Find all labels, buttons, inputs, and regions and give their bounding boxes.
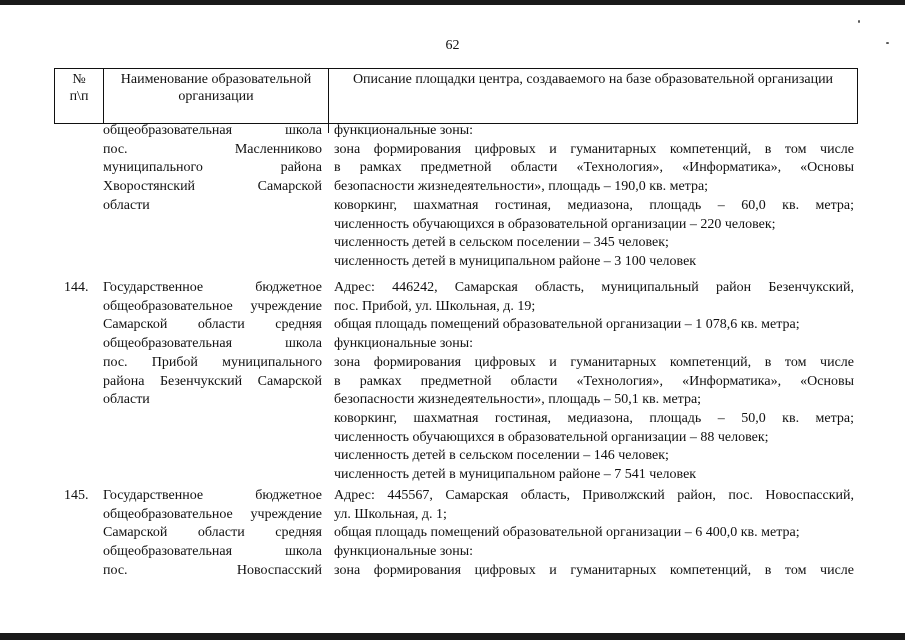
name-line: области <box>103 392 150 408</box>
desc-line: функциональные зоны: <box>334 123 474 138</box>
desc-line: зона формирования цифровых и гуманитарных компетенций, в том числе <box>334 354 854 370</box>
scan-speck <box>858 20 860 23</box>
desc-line: Адрес: 445567, Самарская область, Приволжский район, пос. Новоспасский, <box>334 488 854 503</box>
name-line: района Безенчукский Самарской <box>103 373 322 389</box>
desc-line: Адрес: 446242, Самарская область, муниципальный район Безенчукский, <box>334 280 854 295</box>
column-separator <box>328 124 329 133</box>
name-line: общеобразовательное учреждение <box>103 506 322 522</box>
name-line: общеобразовательное учреждение <box>103 298 322 314</box>
row-number: 145. <box>64 488 89 503</box>
name-line: общеобразовательная школа <box>103 336 322 352</box>
name-line: пос. Новоспасский <box>103 562 322 578</box>
desc-line: функциональные зоны: <box>334 544 474 560</box>
row-name <box>103 279 322 410</box>
desc-line: численность обучающихся в образовательной организации – 220 человек; <box>334 216 776 232</box>
desc-line: зона формирования цифровых и гуманитарных компетенций, в том числе <box>334 141 854 157</box>
desc-line: пос. Прибой, ул. Школьная, д. 19; <box>334 298 536 314</box>
header-number-line2: п\п <box>69 89 89 104</box>
name-line: Хворостянский Самарской <box>103 179 322 195</box>
desc-line: общая площадь помещений образовательной организации – 6 400,0 кв. метра; <box>334 525 800 541</box>
desc-line: функциональные зоны: <box>334 336 474 352</box>
table-header <box>54 68 858 124</box>
desc-line: безопасности жизнедеятельности», площадь – 190,0 кв. метра; <box>334 179 709 195</box>
name-line: Государственное бюджетное <box>103 488 322 503</box>
desc-line: безопасности жизнедеятельности», площадь – 50,1 кв. метра; <box>334 392 702 408</box>
name-line: Самарской области средняя <box>103 525 322 541</box>
desc-line: в рамках предметной области «Технология», «Информатика», «Основы <box>334 373 854 389</box>
header-number-line1: № <box>72 72 86 87</box>
header-description-cell <box>329 71 857 88</box>
header-number-cell <box>55 71 103 105</box>
desc-line: численность детей в муниципальном районе – 3 100 человек <box>334 253 697 269</box>
desc-line: зона формирования цифровых и гуманитарных компетенций, в том числе <box>334 562 854 578</box>
desc-line: общая площадь помещений образовательной организации – 1 078,6 кв. метра; <box>334 317 800 333</box>
row-name <box>103 487 322 581</box>
name-line: общеобразовательная школа <box>103 123 322 138</box>
desc-line: численность детей в муниципальном районе – 7 541 человек <box>334 467 697 483</box>
header-name-line1: Наименование образовательной <box>120 72 312 87</box>
name-line: Государственное бюджетное <box>103 280 322 295</box>
row-description-continued <box>334 122 854 272</box>
row-number: 144. <box>64 280 89 295</box>
name-line: пос. Прибой муниципального <box>103 354 322 370</box>
row-name-continued <box>103 122 322 216</box>
scan-bottom-edge <box>0 633 905 640</box>
desc-line: коворкинг, шахматная гостиная, медиазона, площадь – 60,0 кв. метра; <box>334 197 854 213</box>
header-name-line2: организации <box>178 89 254 104</box>
scan-top-edge <box>0 0 905 5</box>
page-number: 62 <box>445 38 460 53</box>
name-line: пос. Масленниково <box>103 141 322 157</box>
name-line: общеобразовательная школа <box>103 544 322 560</box>
row-description <box>334 279 854 485</box>
desc-line: ул. Школьная, д. 1; <box>334 506 447 522</box>
desc-line: коворкинг, шахматная гостиная, медиазона, площадь – 50,0 кв. метра; <box>334 410 854 426</box>
name-line: области <box>103 197 150 213</box>
desc-line: численность детей в сельском поселении – 345 человек; <box>334 235 669 251</box>
header-description: Описание площадки центра, создаваемого на базе образовательной организации <box>352 72 834 87</box>
name-line: Самарской области средняя <box>103 317 322 333</box>
desc-line: в рамках предметной области «Технология», «Информатика», «Основы <box>334 160 854 176</box>
desc-line: численность обучающихся в образовательной организации – 88 человек; <box>334 429 769 445</box>
header-name-cell <box>104 71 328 105</box>
desc-line: численность детей в сельском поселении – 146 человек; <box>334 448 669 464</box>
row-description <box>334 487 854 581</box>
name-line: муниципального района <box>103 160 322 176</box>
